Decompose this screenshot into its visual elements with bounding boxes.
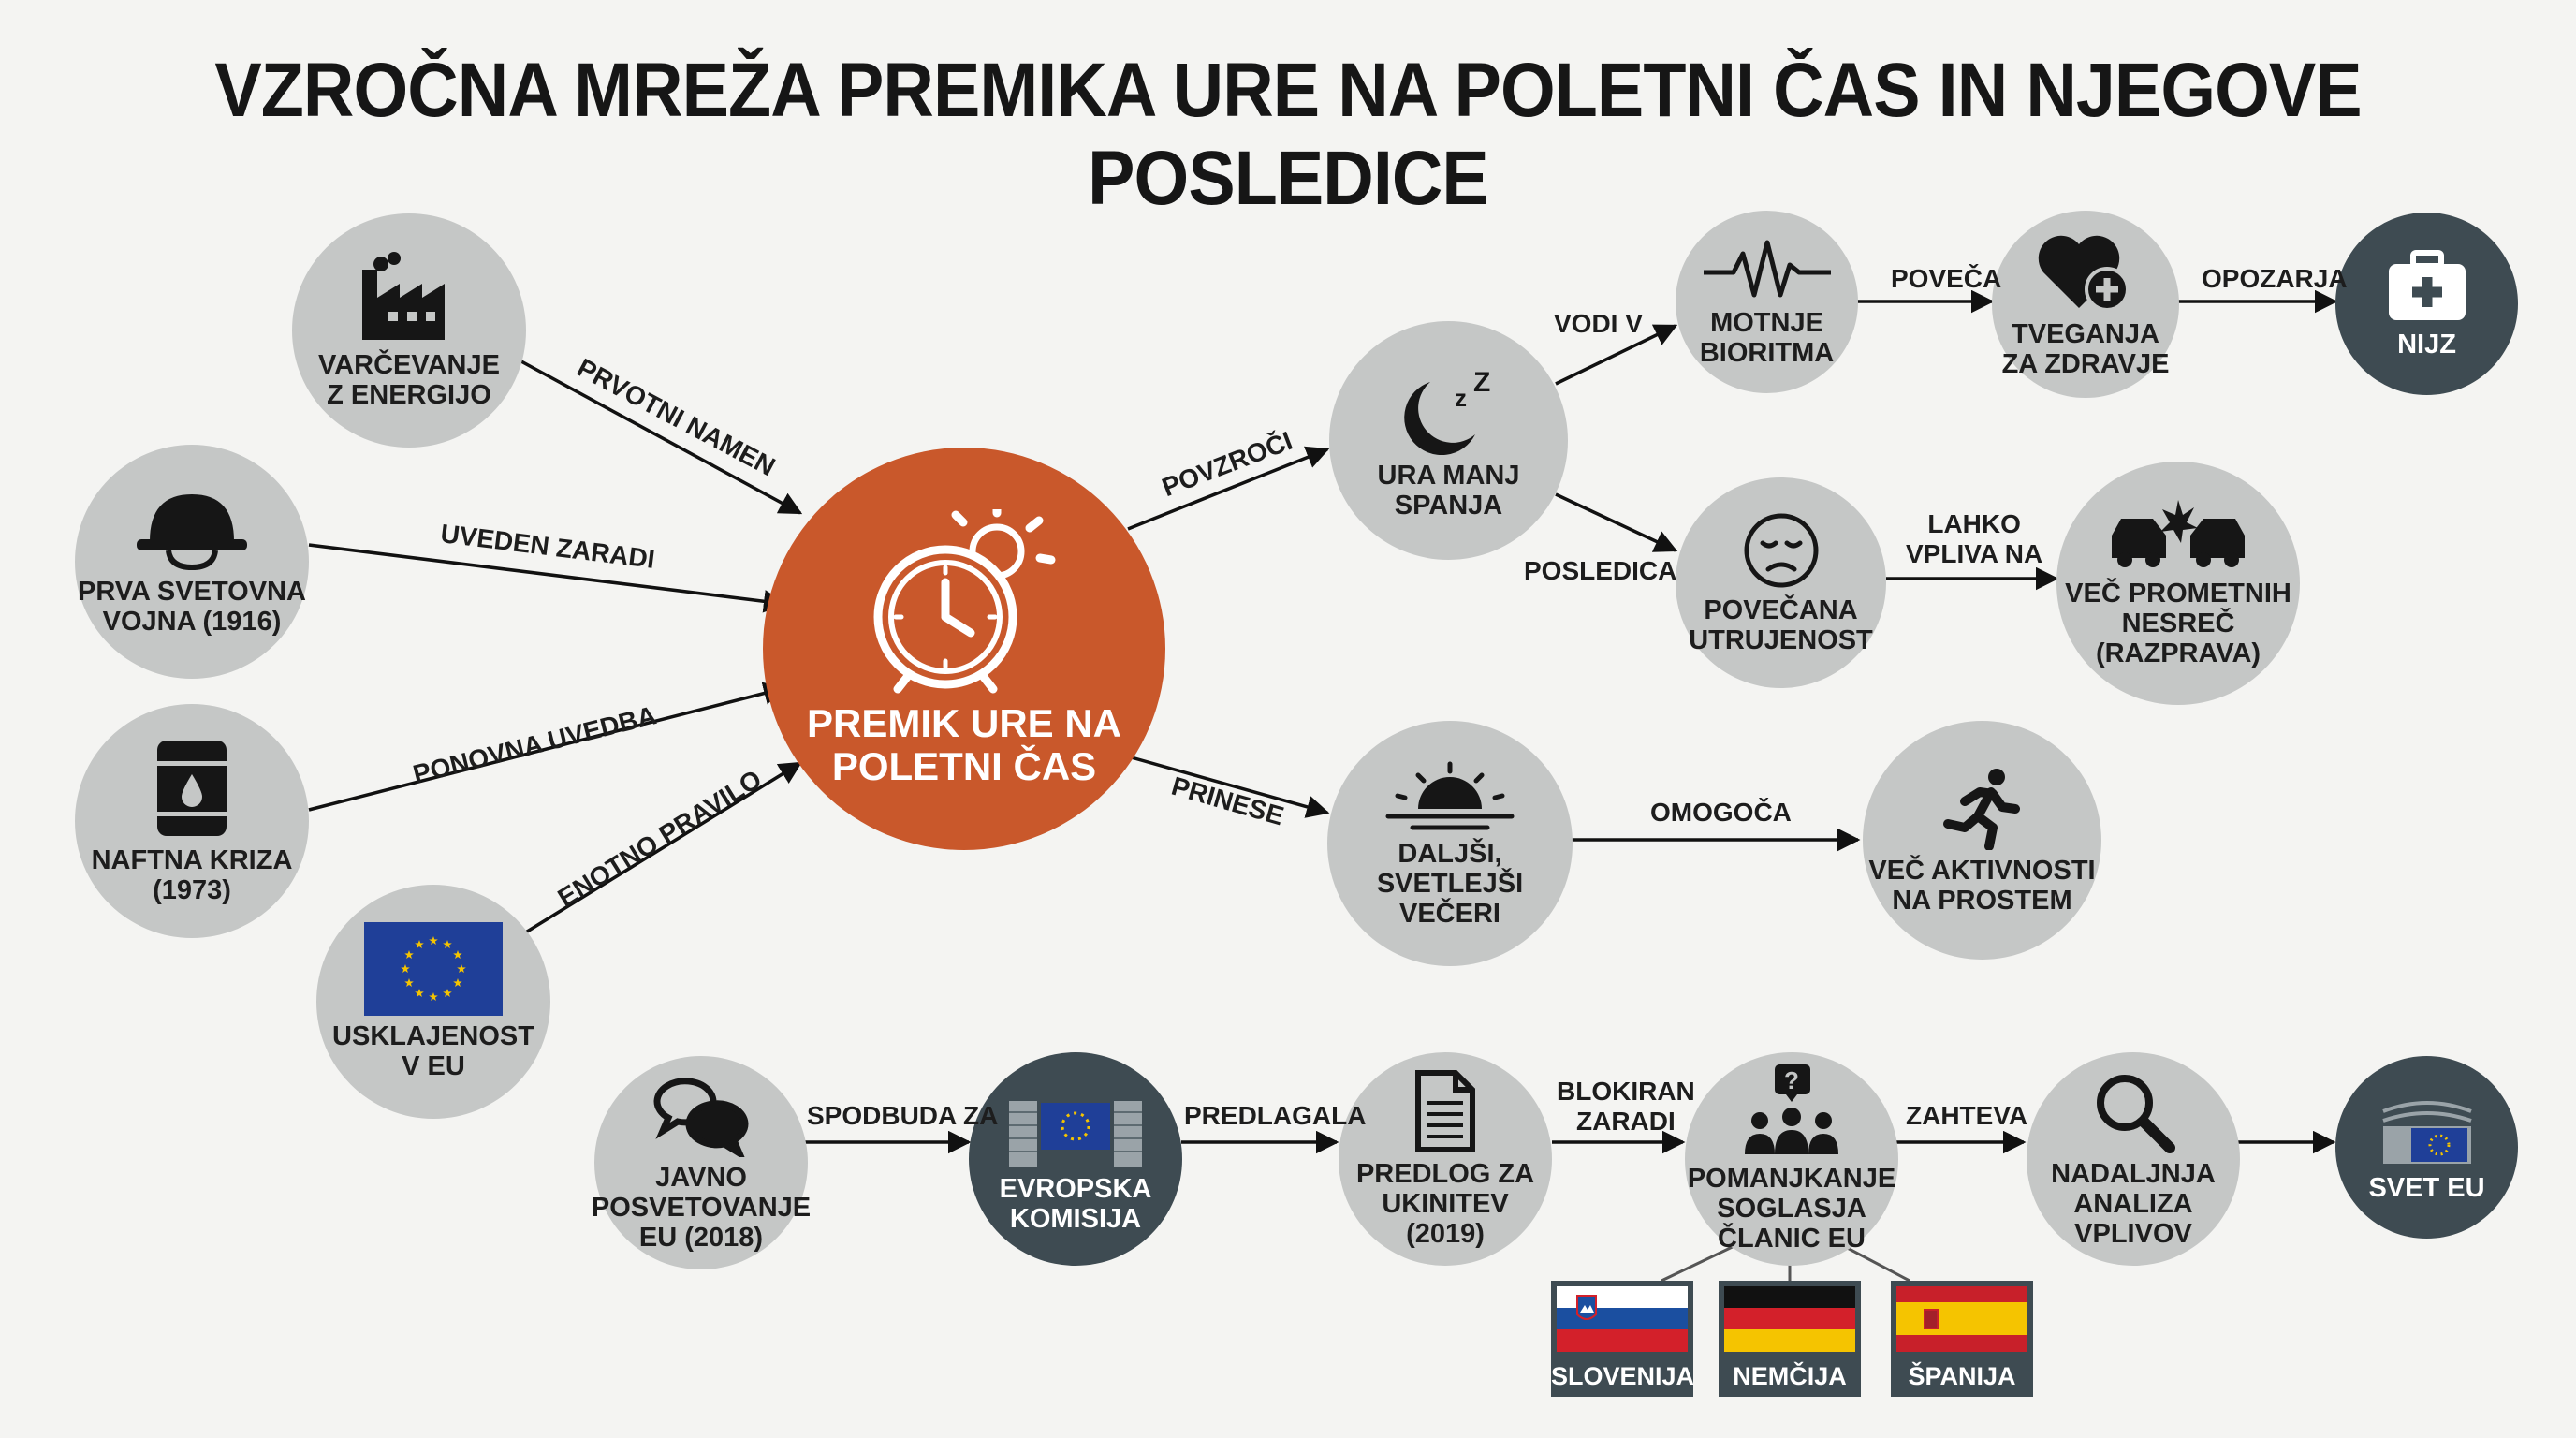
node-consensus [1685, 1052, 1898, 1266]
edge-label-energy-center: PRVOTNI NAMEN [572, 352, 781, 482]
node-council-label: SVET EU [2368, 1172, 2485, 1203]
edge-label-consensus-analysis: ZAHTEVA [1906, 1101, 2028, 1130]
heart-plus-icon [2034, 229, 2137, 314]
node-accidents-label: VEČ PROMETNIH NESREČ (RAZPRAVA) [2065, 579, 2291, 668]
speech-bubbles-icon [650, 1073, 753, 1157]
node-commission-label: EVROPSKA KOMISIJA [999, 1174, 1152, 1234]
node-health-label: TVEGANJA ZA ZDRAVJE [2001, 319, 2170, 379]
edge-label-oil-center: PONOVNA UVEDBA [410, 700, 660, 789]
arrow-energy-center [520, 360, 800, 513]
flag-spain-label: ŠPANIJA [1908, 1362, 2016, 1390]
document-icon [1412, 1069, 1478, 1153]
node-outdoor [1863, 721, 2101, 960]
eu-flag-icon [364, 922, 503, 1016]
node-evenings-label: DALJŠI, SVETLEJŠI VEČERI [1376, 839, 1524, 929]
node-consult [591, 1056, 812, 1269]
edge-label-consult-commission: SPODBUDA ZA [807, 1101, 999, 1130]
node-center [763, 448, 1165, 850]
flag-slovenia [1551, 1281, 1693, 1397]
node-commission [969, 1052, 1182, 1266]
node-consult-label: JAVNO POSVETOVANJE EU (2018) [591, 1163, 812, 1253]
node-center-label: PREMIK URE NA POLETNI ČAS [806, 701, 1122, 788]
edge-label-ww1-center: UVEDEN ZARADI [439, 519, 657, 574]
node-analysis-label: NADALJNJA ANALIZA VPLIVOV [2051, 1159, 2216, 1249]
node-sleep-label: URA MANJ SPANJA [1377, 460, 1520, 521]
node-energy-label: VARČEVANJE Z ENERGIJO [318, 350, 500, 410]
node-accidents [2056, 462, 2300, 705]
edge-label-sleep-fatigue: POSLEDICA [1524, 556, 1677, 585]
node-council [2335, 1056, 2518, 1239]
alarm-clock-sun-icon [856, 509, 1072, 697]
edge-label-eu-center: ENOTNO PRAVILO [552, 764, 767, 913]
germany-flag-icon [1724, 1286, 1855, 1352]
node-ww1 [75, 445, 309, 679]
node-outdoor-label: VEČ AKTIVNOSTI NA PROSTEM [1868, 855, 2096, 916]
node-nijz-label: NIJZ [2397, 329, 2456, 360]
factory-icon [353, 251, 465, 345]
diagram-title: VZROČNA MREŽA PREMIKA URE NA POLETNI ČAS IN NJEGOVE POSLEDICE [214, 48, 2362, 221]
edge-label-bio-health: POVEČA [1891, 264, 2002, 293]
node-eu-align [316, 885, 550, 1119]
node-health [1992, 211, 2179, 398]
node-biorhythm [1676, 211, 1858, 393]
node-biorhythm-label: MOTNJE BIORITMA [1699, 307, 1835, 368]
edge-label-center-sleep: POVZROČI [1158, 425, 1296, 503]
slovenia-flag-icon [1557, 1286, 1688, 1352]
edge-label-evenings-outdoor: OMOGOČA [1650, 798, 1792, 827]
helmet-icon [131, 487, 253, 571]
oil-barrel-icon [150, 737, 234, 840]
node-eu-align-label: USKLAJENOST V EU [332, 1021, 534, 1081]
moon-zzz-icon [1393, 361, 1505, 455]
running-person-icon [1940, 766, 2025, 850]
node-fatigue [1676, 477, 1886, 688]
node-sleep [1329, 321, 1568, 560]
flag-slovenia-label: SLOVENIJA [1551, 1362, 1695, 1390]
arrow-sleep-fatigue [1556, 494, 1676, 550]
edge-label-center-evenings: PRINESE [1168, 770, 1287, 831]
sunset-icon [1384, 758, 1515, 833]
edge-label-fatigue-accidents: LAHKO VPLIVA NA [1906, 509, 2043, 568]
car-crash-icon [2108, 498, 2248, 573]
node-evenings [1327, 721, 1573, 966]
node-oil [75, 704, 309, 938]
node-proposal [1339, 1052, 1552, 1266]
flag-germany [1719, 1281, 1861, 1397]
flag-germany-label: NEMČIJA [1733, 1362, 1847, 1390]
spain-flag-icon [1896, 1286, 2027, 1352]
node-analysis [2027, 1052, 2240, 1266]
svg-text:Z: Z [1472, 366, 1490, 398]
medical-kit-icon [2385, 249, 2469, 324]
edge-label-proposal-consensus: BLOKIRAN ZARADI [1557, 1077, 1695, 1136]
magnifier-icon [2091, 1069, 2175, 1153]
group-question-icon [1735, 1064, 1848, 1158]
edge-label-sleep-bio: VODI V [1554, 309, 1643, 338]
heartbeat-icon [1702, 237, 1833, 302]
node-oil-label: NAFTNA KRIZA (1973) [91, 845, 293, 905]
commission-building-icon [1005, 1084, 1146, 1168]
node-ww1-label: PRVA SVETOVNA VOJNA (1916) [78, 577, 306, 637]
flag-spain [1891, 1281, 2033, 1397]
council-building-icon [2376, 1093, 2479, 1167]
svg-text:z: z [1454, 383, 1467, 412]
edge-label-commission-proposal: PREDLAGALA [1184, 1101, 1367, 1130]
tired-face-icon [1742, 511, 1821, 590]
node-energy [292, 213, 526, 448]
node-fatigue-label: POVEČANA UTRUJENOST [1689, 594, 1873, 655]
node-nijz [2335, 213, 2518, 395]
edge-label-health-nijz: OPOZARJA [2202, 264, 2348, 293]
node-proposal-label: PREDLOG ZA UKINITEV (2019) [1355, 1159, 1535, 1249]
node-consensus-label: POMANJKANJE SOGLASJA ČLANIC EU [1687, 1164, 1896, 1254]
svg-text:?: ? [1784, 1066, 1799, 1094]
